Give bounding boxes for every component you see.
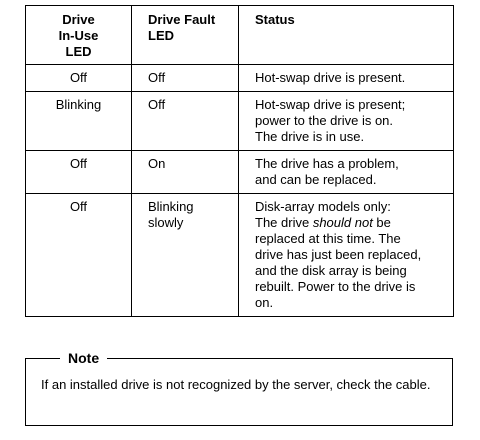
status-paragraph xyxy=(255,215,445,311)
status-line: Disk-array models only: xyxy=(255,199,391,214)
table-row xyxy=(26,194,454,317)
cell-in-use: Off xyxy=(26,151,132,194)
note-box xyxy=(25,350,453,426)
table-header-row xyxy=(26,6,454,65)
cell-fault: Off xyxy=(132,65,239,92)
cell-status xyxy=(239,92,454,151)
cell-status xyxy=(239,194,454,317)
note-text: If an installed drive is not recognized by the server, check the cable. xyxy=(41,377,431,392)
note-title: Note xyxy=(60,349,107,367)
cell-in-use: Off xyxy=(26,194,132,317)
table-row xyxy=(26,92,454,151)
cell-status xyxy=(239,151,454,194)
status-line: The drive is in use. xyxy=(255,129,365,144)
fault-text: Blinking slowly xyxy=(148,199,194,230)
status-text: The drive xyxy=(255,215,313,230)
status-line: Hot-swap drive is present; xyxy=(255,97,406,112)
status-line: and can be replaced. xyxy=(255,172,377,187)
cell-in-use: Off xyxy=(26,65,132,92)
cell-in-use: Blinking xyxy=(26,92,132,151)
table-row xyxy=(26,65,454,92)
status-text: be replaced at this time. The drive has just been replaced, and the disk array is being rebuilt. Power to the drive is on. xyxy=(255,215,422,310)
cell-fault: Off xyxy=(132,92,239,151)
header-drive-in-use-led: Drive In-Use LED xyxy=(26,6,132,65)
status-line: Hot-swap drive is present. xyxy=(255,70,406,85)
cell-fault: On xyxy=(132,151,239,194)
led-status-table xyxy=(25,5,454,317)
cell-status xyxy=(239,65,454,92)
status-line: The drive has a problem, xyxy=(255,156,399,171)
status-line: power to the drive is on. xyxy=(255,113,394,128)
status-emphasis: should not xyxy=(312,215,373,230)
header-status: Status xyxy=(239,6,454,65)
header-drive-fault-led: Drive Fault LED xyxy=(132,6,239,65)
table-row xyxy=(26,151,454,194)
cell-fault xyxy=(132,194,239,317)
